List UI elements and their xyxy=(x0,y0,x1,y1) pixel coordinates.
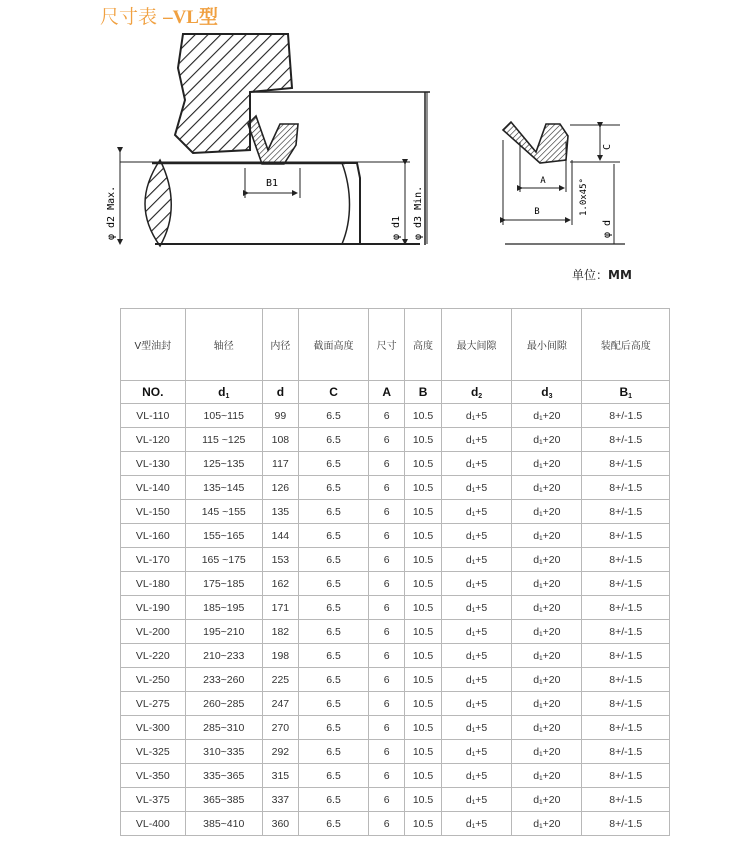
table-cell: 10.5 xyxy=(405,596,442,620)
table-cell: 8+/-1.5 xyxy=(582,812,670,836)
table-cell: 260~285 xyxy=(185,692,262,716)
table-cell: d₁+20 xyxy=(512,452,582,476)
table-cell: 6 xyxy=(369,692,405,716)
table-cell: d₁+20 xyxy=(512,596,582,620)
table-cell: 6.5 xyxy=(298,668,368,692)
table-cell: VL-110 xyxy=(121,404,186,428)
table-cell: VL-120 xyxy=(121,428,186,452)
table-cell: 292 xyxy=(262,740,298,764)
table-cell: VL-180 xyxy=(121,572,186,596)
table-cell: d₁+5 xyxy=(441,788,511,812)
table-cell: 6.5 xyxy=(298,404,368,428)
table-cell: d₁+20 xyxy=(512,404,582,428)
table-cell: d₁+5 xyxy=(441,572,511,596)
label-c: C xyxy=(602,143,613,150)
table-cell: VL-375 xyxy=(121,788,186,812)
table-cell: 6 xyxy=(369,476,405,500)
table-cell: d₁+20 xyxy=(512,548,582,572)
table-cell: d₁+5 xyxy=(441,764,511,788)
header-cell: 尺寸 xyxy=(369,309,405,381)
table-cell: 10.5 xyxy=(405,572,442,596)
symbol-cell: C xyxy=(298,381,368,404)
table-cell: 10.5 xyxy=(405,692,442,716)
table-cell: d₁+5 xyxy=(441,596,511,620)
table-cell: d₁+5 xyxy=(441,740,511,764)
table-cell: 165 ~175 xyxy=(185,548,262,572)
table-cell: 99 xyxy=(262,404,298,428)
label-d1: φ d1 xyxy=(391,215,402,240)
table-cell: 6.5 xyxy=(298,596,368,620)
table-cell: VL-325 xyxy=(121,740,186,764)
size-table xyxy=(120,308,670,836)
label-d: φ d xyxy=(602,219,613,238)
table-cell: 10.5 xyxy=(405,620,442,644)
table-cell: VL-350 xyxy=(121,764,186,788)
table-cell: 8+/-1.5 xyxy=(582,572,670,596)
table-cell: d₁+5 xyxy=(441,524,511,548)
table-cell: 6.5 xyxy=(298,812,368,836)
table-row xyxy=(121,620,670,644)
table-row xyxy=(121,812,670,836)
table-cell: 10.5 xyxy=(405,668,442,692)
table-cell: 6.5 xyxy=(298,620,368,644)
table-cell: 10.5 xyxy=(405,644,442,668)
table-row xyxy=(121,668,670,692)
table-cell: VL-220 xyxy=(121,644,186,668)
table-row xyxy=(121,524,670,548)
table-cell: VL-190 xyxy=(121,596,186,620)
table-cell: 10.5 xyxy=(405,740,442,764)
symbol-cell: $B_1$ xyxy=(582,381,670,404)
shaft-outline xyxy=(120,160,420,246)
table-cell: VL-160 xyxy=(121,524,186,548)
table-cell: d₁+5 xyxy=(441,476,511,500)
table-cell: 6 xyxy=(369,548,405,572)
table-cell: 8+/-1.5 xyxy=(582,764,670,788)
table-cell: 10.5 xyxy=(405,764,442,788)
table-cell: 175~185 xyxy=(185,572,262,596)
table-cell: 126 xyxy=(262,476,298,500)
table-cell: d₁+20 xyxy=(512,668,582,692)
table-cell: d₁+20 xyxy=(512,572,582,596)
table-cell: d₁+20 xyxy=(512,620,582,644)
table-cell: 10.5 xyxy=(405,428,442,452)
table-cell: d₁+5 xyxy=(441,644,511,668)
table-row xyxy=(121,788,670,812)
table-cell: 8+/-1.5 xyxy=(582,644,670,668)
table-cell: 8+/-1.5 xyxy=(582,548,670,572)
table-cell: 6.5 xyxy=(298,452,368,476)
table-cell: d₁+20 xyxy=(512,764,582,788)
table-row xyxy=(121,764,670,788)
seal-drawing xyxy=(0,0,750,300)
table-cell: 135 xyxy=(262,500,298,524)
symbol-cell: d xyxy=(262,381,298,404)
table-cell: 182 xyxy=(262,620,298,644)
table-cell: 6 xyxy=(369,716,405,740)
table-cell: 225 xyxy=(262,668,298,692)
title-text: 尺寸表 xyxy=(100,6,158,28)
table-cell: 8+/-1.5 xyxy=(582,404,670,428)
table-row xyxy=(121,452,670,476)
table-cell: 8+/-1.5 xyxy=(582,620,670,644)
table-cell: 115 ~125 xyxy=(185,428,262,452)
table-cell: d₁+20 xyxy=(512,788,582,812)
table-cell: 6 xyxy=(369,620,405,644)
table-row xyxy=(121,404,670,428)
table-cell: d₁+5 xyxy=(441,452,511,476)
table-cell: 6.5 xyxy=(298,548,368,572)
table-cell: 171 xyxy=(262,596,298,620)
table-cell: 153 xyxy=(262,548,298,572)
table-cell: 6 xyxy=(369,740,405,764)
table-cell: 6.5 xyxy=(298,476,368,500)
table-cell: 233~260 xyxy=(185,668,262,692)
table-row xyxy=(121,548,670,572)
table-cell: 315 xyxy=(262,764,298,788)
table-row xyxy=(121,428,670,452)
table-cell: 195~210 xyxy=(185,620,262,644)
table-cell: 10.5 xyxy=(405,476,442,500)
label-b: B xyxy=(534,207,540,217)
table-cell: 270 xyxy=(262,716,298,740)
table-cell: d₁+5 xyxy=(441,404,511,428)
table-cell: 6 xyxy=(369,452,405,476)
symbol-cell: $d_1$ xyxy=(185,381,262,404)
header-cell: 内径 xyxy=(262,309,298,381)
table-cell: 310~335 xyxy=(185,740,262,764)
table-cell: 6.5 xyxy=(298,524,368,548)
table-cell: VL-150 xyxy=(121,500,186,524)
table-cell: d₁+5 xyxy=(441,548,511,572)
table-cell: 6 xyxy=(369,644,405,668)
table-cell: VL-300 xyxy=(121,716,186,740)
table-cell: 135~145 xyxy=(185,476,262,500)
header-cell: 最大间隙 xyxy=(441,309,511,381)
table-cell: 8+/-1.5 xyxy=(582,596,670,620)
table-cell: 10.5 xyxy=(405,788,442,812)
table-row xyxy=(121,476,670,500)
table-cell: 6.5 xyxy=(298,764,368,788)
table-cell: d₁+20 xyxy=(512,716,582,740)
table-cell: d₁+5 xyxy=(441,692,511,716)
header-cell: V型油封 xyxy=(121,309,186,381)
table-cell: 6.5 xyxy=(298,644,368,668)
table-cell: 335~365 xyxy=(185,764,262,788)
table-cell: 6 xyxy=(369,524,405,548)
header-cell: 装配后高度 xyxy=(582,309,670,381)
symbol-cell: B xyxy=(405,381,442,404)
header-cell: 截面高度 xyxy=(298,309,368,381)
table-cell: 10.5 xyxy=(405,500,442,524)
table-cell: 6 xyxy=(369,788,405,812)
table-row xyxy=(121,740,670,764)
table-row xyxy=(121,572,670,596)
table-cell: 365~385 xyxy=(185,788,262,812)
table-cell: 6.5 xyxy=(298,740,368,764)
table-cell: VL-200 xyxy=(121,620,186,644)
table-cell: 8+/-1.5 xyxy=(582,428,670,452)
table-cell: 198 xyxy=(262,644,298,668)
title-model: –VL型 xyxy=(163,7,218,28)
table-row xyxy=(121,500,670,524)
table-cell: d₁+5 xyxy=(441,668,511,692)
table-cell: 117 xyxy=(262,452,298,476)
table-cell: 105~115 xyxy=(185,404,262,428)
table-cell: d₁+20 xyxy=(512,644,582,668)
table-cell: 10.5 xyxy=(405,524,442,548)
table-cell: 8+/-1.5 xyxy=(582,500,670,524)
table-cell: 6 xyxy=(369,764,405,788)
table-cell: 10.5 xyxy=(405,404,442,428)
table-cell: VL-140 xyxy=(121,476,186,500)
table-cell: 8+/-1.5 xyxy=(582,716,670,740)
table-cell: d₁+20 xyxy=(512,524,582,548)
header-cell: 最小间隙 xyxy=(512,309,582,381)
table-cell: 6.5 xyxy=(298,692,368,716)
table-cell: 6 xyxy=(369,500,405,524)
table-cell: 8+/-1.5 xyxy=(582,668,670,692)
label-chamfer: 1.0x45° xyxy=(579,178,589,216)
table-cell: 8+/-1.5 xyxy=(582,740,670,764)
table-row xyxy=(121,716,670,740)
symbol-cell: A xyxy=(369,381,405,404)
table-cell: 6 xyxy=(369,572,405,596)
table-cell: d₁+5 xyxy=(441,812,511,836)
table-cell: 185~195 xyxy=(185,596,262,620)
table-cell: 155~165 xyxy=(185,524,262,548)
table-cell: 385~410 xyxy=(185,812,262,836)
table-cell: 337 xyxy=(262,788,298,812)
table-cell: 8+/-1.5 xyxy=(582,452,670,476)
label-b1: B1 xyxy=(265,178,279,189)
unit-label: 单位：MM xyxy=(572,268,632,282)
label-d3: φ d3 Min. xyxy=(413,185,424,240)
table-cell: 8+/-1.5 xyxy=(582,476,670,500)
table-row xyxy=(121,644,670,668)
table-cell: 210~233 xyxy=(185,644,262,668)
table-cell: 6 xyxy=(369,596,405,620)
table-symbol-row xyxy=(121,381,670,404)
table-cell: 6.5 xyxy=(298,572,368,596)
table-cell: d₁+5 xyxy=(441,620,511,644)
table-cell: d₁+20 xyxy=(512,476,582,500)
table-row xyxy=(121,596,670,620)
table-cell: 6.5 xyxy=(298,716,368,740)
table-cell: d₁+20 xyxy=(512,428,582,452)
table-cell: d₁+20 xyxy=(512,500,582,524)
header-cell: 轴径 xyxy=(185,309,262,381)
table-cell: 8+/-1.5 xyxy=(582,692,670,716)
table-cell: VL-250 xyxy=(121,668,186,692)
table-cell: 10.5 xyxy=(405,548,442,572)
table-cell: 6 xyxy=(369,428,405,452)
table-cell: 108 xyxy=(262,428,298,452)
table-cell: VL-130 xyxy=(121,452,186,476)
table-cell: 6 xyxy=(369,668,405,692)
table-cell: d₁+5 xyxy=(441,716,511,740)
table-cell: 6.5 xyxy=(298,788,368,812)
table-cell: 125~135 xyxy=(185,452,262,476)
table-cell: VL-170 xyxy=(121,548,186,572)
table-cell: 10.5 xyxy=(405,452,442,476)
table-cell: d₁+5 xyxy=(441,428,511,452)
table-cell: 162 xyxy=(262,572,298,596)
symbol-cell: $d_3$ xyxy=(512,381,582,404)
label-d2: φ d2 Max. xyxy=(106,185,117,240)
table-cell: d₁+20 xyxy=(512,740,582,764)
table-cell: 6.5 xyxy=(298,428,368,452)
table-cell: 10.5 xyxy=(405,716,442,740)
table-cell: 8+/-1.5 xyxy=(582,524,670,548)
header-cell: 高度 xyxy=(405,309,442,381)
table-cell: 10.5 xyxy=(405,812,442,836)
table-cell: d₁+5 xyxy=(441,500,511,524)
table-cell: 247 xyxy=(262,692,298,716)
table-cell: 6 xyxy=(369,812,405,836)
table-cell: d₁+20 xyxy=(512,692,582,716)
table-cell: 144 xyxy=(262,524,298,548)
table-cell: VL-275 xyxy=(121,692,186,716)
table-cell: VL-400 xyxy=(121,812,186,836)
table-cell: 6.5 xyxy=(298,500,368,524)
table-cell: d₁+20 xyxy=(512,812,582,836)
symbol-cell: NO. xyxy=(121,381,186,404)
table-cell: 6 xyxy=(369,404,405,428)
table-row xyxy=(121,692,670,716)
v-seal-section xyxy=(248,116,298,164)
table-cell: 285~310 xyxy=(185,716,262,740)
label-a: A xyxy=(540,176,546,186)
symbol-cell: $d_2$ xyxy=(441,381,511,404)
table-cell: 8+/-1.5 xyxy=(582,788,670,812)
table-cell: 360 xyxy=(262,812,298,836)
table-header-row xyxy=(121,309,670,381)
table-cell: 145 ~155 xyxy=(185,500,262,524)
